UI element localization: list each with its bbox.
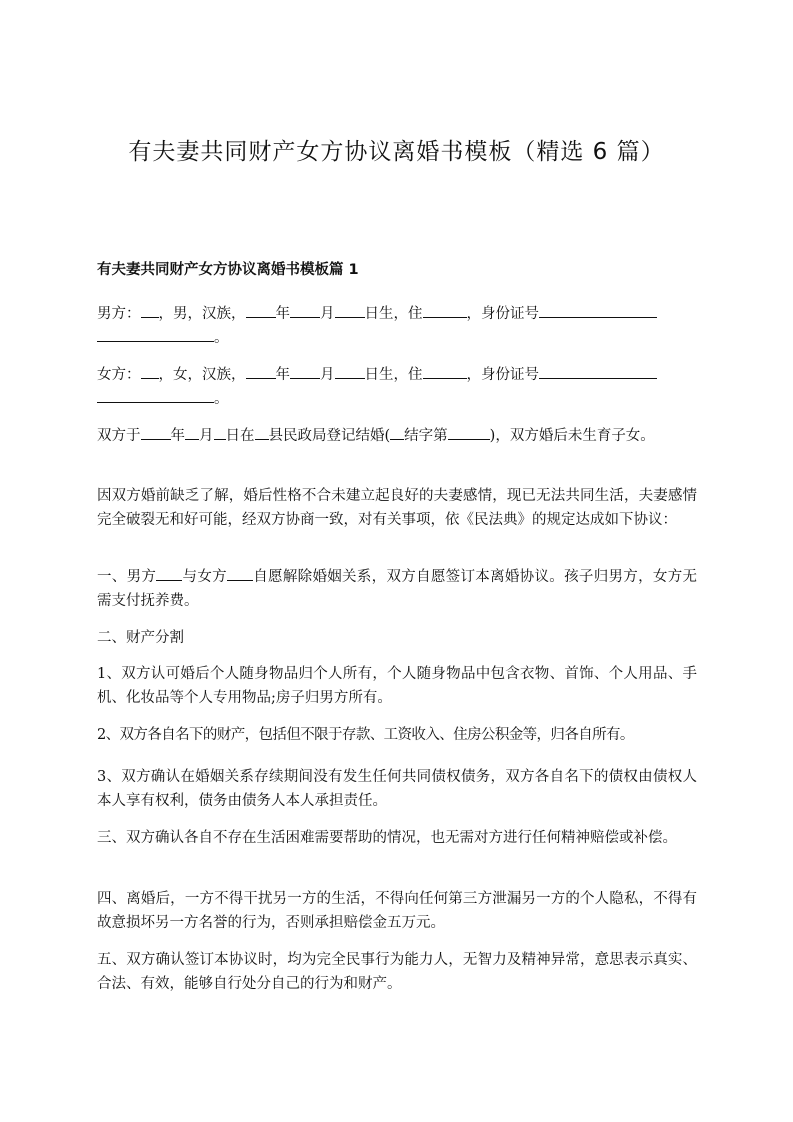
clause-5-paragraph: 五、双方确认签订本协议时，均为完全民事行为能力人，无智力及精神异常，意思表示真实、合法、有效，能够自行处分自己的行为和财产。 bbox=[97, 952, 697, 992]
month-blank bbox=[290, 303, 320, 319]
section-heading: 有夫妻共同财产女方协议离婚书模板篇 1 bbox=[97, 262, 359, 278]
reason-paragraph: 因双方婚前缺乏了解，婚后性格不合未建立起良好的夫妻感情，现已无法共同生活，夫妻感情完全破裂无和好可能，经双方协商一致，对有关事项，依《民法典》的规定达成如下协议： bbox=[97, 488, 697, 528]
male-info-paragraph: 男方： ，男，汉族， 年 月 日生，住 ，身份证号 。 bbox=[97, 302, 697, 350]
clause-2-1-paragraph: 1、双方认可婚后个人随身物品归个人所有，个人随身物品中包含衣物、首饰、个人用品、手机、化妆品等个人专用物品;房子归男方所有。 bbox=[97, 666, 697, 706]
name-blank bbox=[141, 303, 159, 319]
id-blank-continued bbox=[97, 327, 214, 343]
cert-prefix-blank bbox=[390, 425, 404, 441]
male-name-blank bbox=[156, 566, 182, 582]
address-blank bbox=[423, 303, 467, 319]
document-title: 有夫妻共同财产女方协议离婚书模板（精选 6 篇） bbox=[128, 139, 665, 165]
county-blank bbox=[255, 425, 269, 441]
day-blank bbox=[335, 303, 365, 319]
marriage-paragraph: 双方于 年 月 日在 县民政局登记结婚( 结字第 )，双方婚后未生育子女。 bbox=[97, 424, 697, 448]
female-info-paragraph: 女方： ，女，汉族， 年 月 日生，住 ，身份证号 。 bbox=[97, 363, 697, 411]
clause-1-paragraph: 一、男方 与女方 自愿解除婚姻关系，双方自愿签订本离婚协议。孩子归男方，女方无需支付抚养费。 bbox=[97, 565, 697, 613]
name-blank bbox=[141, 364, 159, 380]
clause-2-2-paragraph: 2、双方各自名下的财产，包括但不限于存款、工资收入、住房公积金等，归各自所有。 bbox=[97, 727, 634, 743]
female-label: 女方： bbox=[97, 367, 141, 383]
address-blank bbox=[423, 364, 467, 380]
day-blank bbox=[335, 364, 365, 380]
id-blank bbox=[539, 364, 657, 380]
month-blank bbox=[290, 364, 320, 380]
month-blank bbox=[185, 425, 199, 441]
cert-number-blank bbox=[448, 425, 490, 441]
year-blank bbox=[246, 364, 276, 380]
male-label: 男方： bbox=[97, 306, 141, 322]
year-blank bbox=[141, 425, 171, 441]
id-blank bbox=[539, 303, 657, 319]
year-blank bbox=[246, 303, 276, 319]
id-blank-continued bbox=[97, 388, 214, 404]
clause-4-paragraph: 四、离婚后，一方不得干扰另一方的生活，不得向任何第三方泄漏另一方的个人隐私，不得有故意损坏另一方名誉的行为，否则承担赔偿金五万元。 bbox=[97, 891, 697, 931]
clause-3-paragraph: 三、双方确认各自不存在生活困难需要帮助的情况，也无需对方进行任何精神赔偿或补偿。 bbox=[97, 830, 677, 846]
clause-2-title: 二、财产分割 bbox=[97, 630, 184, 646]
female-name-blank bbox=[227, 566, 253, 582]
day-blank bbox=[214, 425, 226, 441]
clause-2-3-paragraph: 3、双方确认在婚姻关系存续期间没有发生任何共同债权债务，双方各自名下的债权由债权人本人享有权利，债务由债务人本人承担责任。 bbox=[97, 769, 697, 809]
